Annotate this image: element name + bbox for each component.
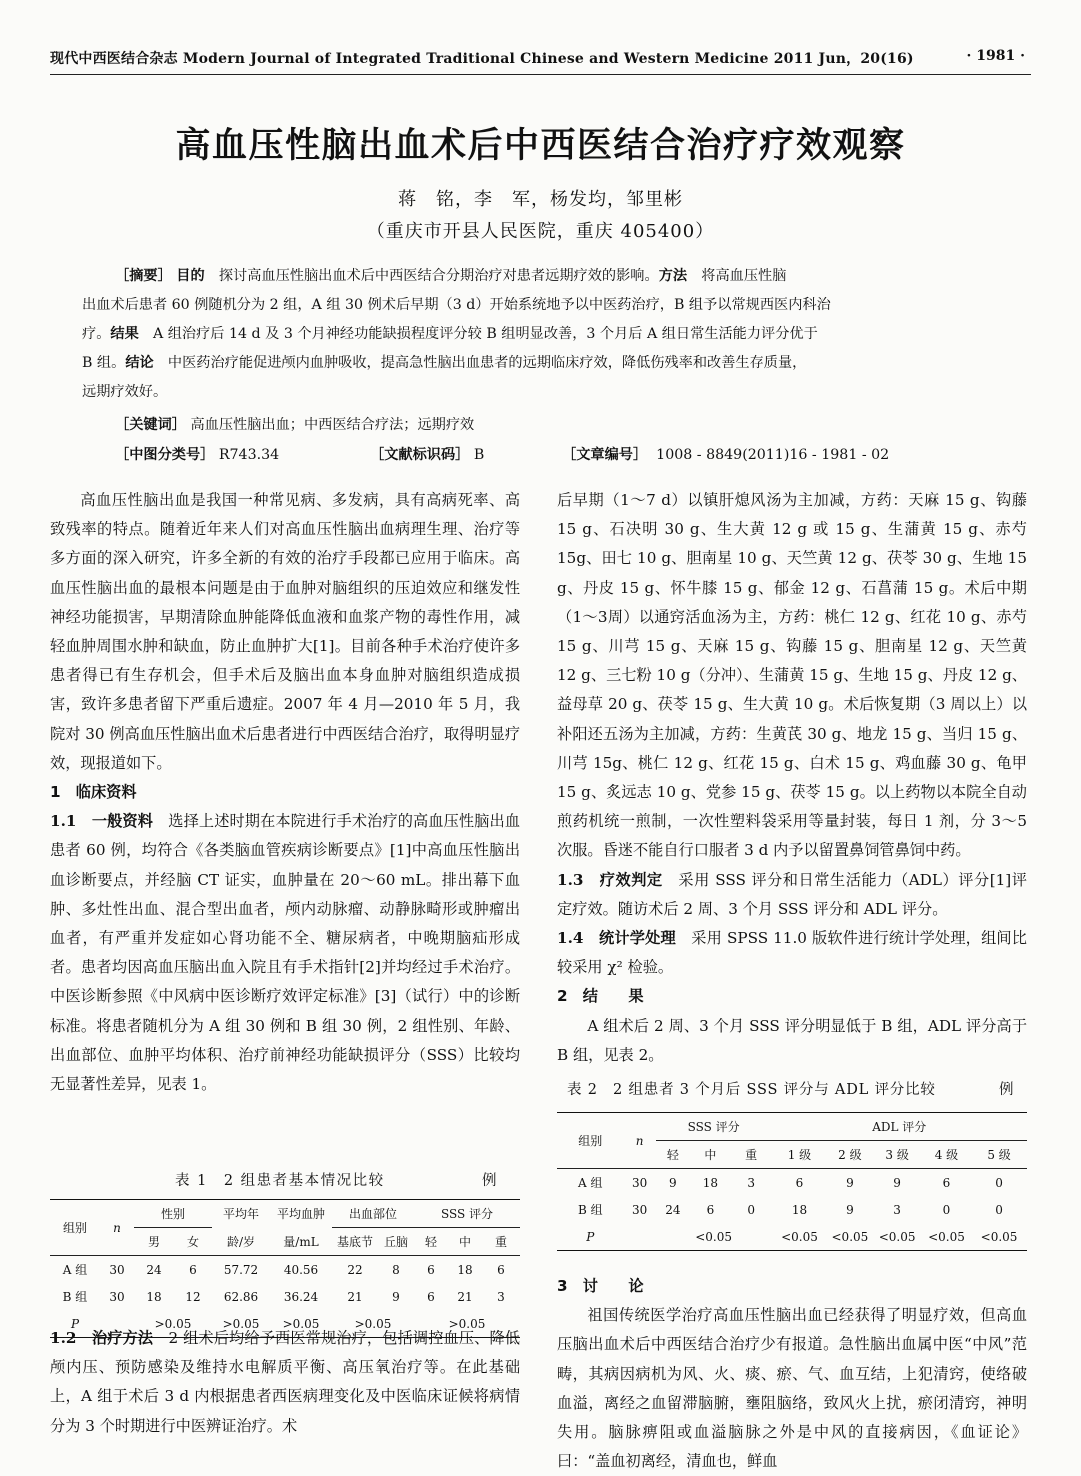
text-line: 致风火上扰，瘀闭清窍，神明失用。脑脉痹阻或血溢脑脉之外 [557,1393,1028,1442]
table-cell: 24 [146,1262,162,1277]
text-line: 院对 30 例高血压性脑出血术后患者进行中西医结合治疗，取 [50,724,460,743]
abstract-text: 探讨高血压性脑出血术后中西医结合分期治疗对患者远期疗效的影响。 [204,268,659,284]
table1-header-cell: 女 [186,1235,199,1249]
text-line: 缺血，防止血肿扩大[1]。目前各种手术治疗使许多患者得已 [50,637,521,685]
text-line: 功能不全、糖尿病者，中晚期脑疝形成者。患者均因高血压脑 [50,929,521,977]
table-cell: 30 [109,1262,125,1277]
clc-value: R743.34 [218,447,280,463]
table-cell: >0.05 [154,1316,192,1331]
table-cell: 18 [457,1262,473,1277]
results-paragraph [557,1012,1027,1070]
keywords-text: 高血压性脑出血；中西医结合疗法；远期疗效 [190,417,475,433]
table-cell: 8 [392,1262,400,1277]
table-cell: 9 [669,1175,677,1190]
clc [115,444,279,464]
text-line: 粉 10 g（分冲）、生蒲黄 15 g、生地 15 g、丹皮 12 g、益母草 20 g、 [557,666,1027,714]
table-cell: 30 [631,1175,648,1190]
table2-header-cell: 5 级 [987,1148,1011,1162]
section-1-2 [50,1324,520,1441]
table-row [557,1169,1027,1197]
table-cell: 3 [497,1289,505,1304]
text-line: 等。在此基础上，A 组于术后 3 d 内根据患者西医病理变化 [50,1358,521,1406]
text-line: 出血属中医“中风”范畴，其病因病机为风、火、痰、瘀、气、血 [557,1335,1028,1383]
table1-header-cell: 轻 [424,1235,437,1249]
text-line: 服。昏迷不能自行口服者 3 d 内予以留置鼻饲管鼻饲中药。 [572,841,971,860]
table1-unit: 例 [482,1173,498,1189]
section-1-4 [557,924,1027,982]
abstract-tag: ［摘要］ [115,268,172,284]
table2-caption-row [557,1076,1027,1104]
keywords-tag: ［关键词］ [115,417,186,433]
article-title: 高血压性脑出血术后中西医结合治疗疗效观察 [175,126,906,166]
table1-caption-row [50,1167,520,1195]
text-line: 互结，上犯清窍，使络破血溢，离经之血留滞脑腑，壅阻脑络， [557,1364,1028,1412]
text-line: 采用 SSS 评分和日常生活能力（ADL）评 [662,870,974,889]
text-line: 及中医临床证候将病情分为 3 个时期进行中医辨证治疗。术 [50,1387,521,1435]
text-line: 肿能降低血液和血浆产物的毒性作用，减轻血肿周围水肿和 [50,607,521,656]
text-line: 理生理、治疗等多方面的深入研究，许多全新的有效的治疗手 [50,520,521,568]
table2-header-cell: 1 级 [787,1148,812,1162]
text-line: g、田七 10 g、胆南星 10 g、天竺黄 12 g、茯苓 30 g、生地 15 g、丹 [557,549,1027,597]
subsection-label: 1.4 统计学处理 [557,929,676,948]
text-line: A 组术后 2 周、3 个月 SSS 评分明显低于 B 组，ADL 评分 [587,1016,997,1035]
table2-header-cell: 重 [745,1148,758,1162]
table-cell: <0.05 [928,1229,965,1244]
table-cell: 18 [702,1175,719,1190]
table1-header-cell: 量/mL [283,1234,319,1249]
table1-header-cell: n [113,1220,121,1235]
table-cell: 36.24 [283,1289,319,1304]
text-line: g、桃仁 12 g、红花 15 g、白术 15 g、鸡血藤 30 g、龟甲 15 g、炙远 [557,753,1027,802]
text-line: 茯苓 15 g、生大黄 10 g。术后恢复期（3 周以上）以补阳还五 [557,695,1028,743]
table-cell: P [70,1316,80,1331]
table-cell: 3 [893,1202,901,1217]
section-heading-1: 1 临床资料 [50,783,137,802]
text-line: 皮 15 g、怀牛膝 15 g、郁金 12 g、石菖蒲 15 g。术后中期（1～3 [557,578,1027,626]
table-cell: >0.05 [282,1316,320,1331]
table2-header-cell: 4 级 [934,1148,959,1162]
table-cell: <0.05 [980,1229,1018,1244]
table-cell: 0 [942,1202,951,1217]
abstract-text: 出血术后患者 60 例随机分为 2 组，A 组 30 例术后早期（3 d）开始系统地予以中医药治疗，B 组予以常规西医内科治 [82,297,831,313]
table1-header-cell: 龄/岁 [226,1234,256,1249]
text-line: 肿对脑组织的压迫效应和继发性神经功能损害，早期清除血 [50,578,521,626]
table-cell: 30 [109,1289,125,1304]
header-rule [50,74,1031,75]
table-cell: 0 [995,1202,1003,1217]
text-line: 段都已应用于临床。高血压性脑出血的最根本问题是由于血 [50,549,521,597]
table-cell: 6 [497,1262,505,1277]
table-row-p [557,1223,1027,1251]
table-cell: 57.72 [223,1262,259,1277]
doc-code [370,444,484,464]
table2 [557,1112,1027,1251]
table-cell: 0 [747,1202,755,1217]
subsection-label: 1.3 疗效判定 [557,870,663,889]
table-cell: 21 [457,1289,473,1304]
text-line: 颅内动脉瘤、动静脉畸形或肿瘤出血者，有严重并发症如心肾 [50,899,521,948]
abstract-text: 中医药治疗能促进颅内血肿吸收，提高急性脑出血患者的远期临床疗效，降低伤残率和改善生存质量， [153,355,807,371]
doc-tag: ［文献标识码］ [370,447,470,463]
table1-caption: 表 1 2 组患者基本情况比较 [175,1173,385,1189]
text-line: 出血入院且有手术指针[2]并均经过手术治疗。中医诊断参 [50,958,521,1006]
table-cell: 30 [631,1202,648,1217]
treatment-paragraph [557,486,1027,866]
text-line: 照《中风病中医诊断疗效评定标准》[3]（试行）中的诊断标准。 [50,987,521,1035]
table2-caption: 表 2 2 组患者 3 个月后 SSS 评分与 ADL 评分比较 [567,1082,936,1098]
table-cell: >0.05 [448,1316,486,1331]
abstract-label-result: 结果 [110,326,139,342]
table-cell: 9 [846,1202,854,1217]
text-line: 分[1]评定疗效。随访术后 2 周、3 个月 SSS 评分和 ADL 评分。 [557,870,1027,918]
text-line: 压、降低颅内压、预防感染及维持水电解质平衡、高压氧治疗 [50,1329,520,1377]
table-cell: >0.05 [354,1316,392,1331]
text-line: 效，但高血压脑出血术后中西医结合治疗少有报道。急性脑 [557,1306,1028,1354]
affiliation: （重庆市开县人民医院，重庆 405400） [366,221,715,242]
text-line: 高血压性脑出血是我国一种常见病、多发病，具有高病死 [80,491,474,509]
left-column-upper [50,486,520,1099]
text-line: 是中风的直接病因，《血证论》曰：“盖血初离经，清血也，鲜血 [557,1423,1028,1471]
table2-header-cell: 3 级 [885,1148,909,1162]
text-line: 将患者随机分为 A 组 30 例和 B 组 30 例，2 组性别、年龄、出 [50,1016,520,1064]
table-cell: 3 [747,1175,755,1190]
table1 [50,1199,520,1338]
text-line: 率、高致残率的特点。随着近年来人们对高血压性脑出血病 [50,491,521,539]
abstract-label-conclusion: 结论 [125,355,154,371]
table-cell: 62.86 [223,1289,259,1304]
table-cell: 6 [427,1289,435,1304]
table-row [557,1196,1027,1223]
table-cell: 22 [347,1262,363,1277]
abstract-line [82,349,1002,378]
text-line: 得明显疗效，现报道如下。 [50,724,521,772]
journal-header: 现代中西医结合杂志 Modern Journal of Integrated Traditional Chinese and Western Medicine 2011 Jun，20(16) [50,51,914,67]
running-header [50,42,1031,72]
page-number: · 1981 · [966,48,1025,64]
text-line: 均无显著性差异，见表 1。 [50,1045,521,1094]
abstract-line [82,378,1002,407]
table2-header-cell: n [635,1133,644,1148]
text-line: 有生存机会，但手术后及脑出血本身血肿对脑组织造成损害， [50,666,521,714]
text-line: 在 20～60 mL。排出幕下血肿、多灶性出血、混合型出血者， [50,870,521,918]
text-line: 选择上述时期在本院进行手术治疗的高血 [153,812,444,831]
abstract-label-method: 方法 [658,268,688,284]
table1-header-cell: 平均血肿 [276,1207,325,1222]
table-cell: P [586,1229,595,1244]
text-line: 致许多患者留下严重后遗症。2007 年 4 月—2010 年 5 月，我 [81,695,521,714]
text-line: 后早期（1～7 d）以镇肝熄风汤为主加减，方药：天麻 15 g、钩 [557,491,1012,509]
section-1-3 [557,866,1027,924]
table-cell: 24 [665,1202,681,1217]
keywords [115,414,474,434]
intro-paragraph [50,486,520,778]
abstract-label-objective: 目的 [176,268,205,284]
text-line: 高于 B 组，见表 2。 [557,1016,1028,1064]
text-line: 志 10 g、党参 15 g、茯苓 15 g。以上药物以本院全自动煎药机 [557,783,1027,831]
table1-header-cell: 性别 [134,1200,212,1228]
table-cell: <0.05 [878,1229,916,1244]
art-tag: ［文章编号］ [562,447,648,463]
table-cell: 0 [995,1175,1003,1190]
table-cell: 6 [942,1175,951,1190]
table-cell: 12 [185,1289,201,1304]
abstract-line [82,291,1002,320]
table-cell: 6 [427,1262,435,1277]
abstract-line [82,320,1002,349]
table1-header-cell: 基底节 [336,1235,373,1249]
table-cell: 6 [706,1202,715,1217]
table-cell: >0.05 [222,1316,260,1331]
table1-header-cell: 出血部位 [332,1200,414,1228]
section-heading-3: 3 讨 论 [557,1277,644,1295]
discussion-paragraph [557,1301,1027,1476]
table2-header-cell: 2 级 [838,1148,862,1162]
table-cell: 9 [846,1175,854,1190]
text-line: 组间比较采用 χ² 检验。 [557,929,1027,977]
left-column-lower [50,1324,520,1441]
table1-header-cell: 重 [494,1235,507,1249]
right-column-upper [557,486,1027,1070]
table1-header-cell: 组别 [62,1221,87,1235]
text-line: 2 组术后均给予西医常规治疗，包括调控血 [153,1329,459,1347]
art-value: 1008 - 8849(2011)16 - 1981 - 02 [656,447,890,463]
abstract-text: A 组治疗后 14 d 及 3 个月神经功能缺损程度评分较 B 组明显改善，3 个月后 A 组日常生活能力评分优于 [138,326,818,342]
right-column-lower [557,1272,1027,1476]
table-cell: <0.05 [695,1229,733,1244]
abstract-text: 疗。 [82,326,111,342]
table-cell: B 组 [577,1203,603,1217]
table1-header-cell: SSS 评分 [414,1200,520,1228]
table2-header-cell: 组别 [578,1134,603,1148]
text-line: 川芎 15 g、天麻 15 g、钩藤 15 g、胆南星 12 g、天竺黄 12 g、三七 [557,637,1027,685]
article-number [562,444,889,464]
table2-header-cell: ADL 评分 [772,1113,1027,1141]
abstract-line [82,262,1002,291]
table-cell: A 组 [62,1263,88,1277]
abstract-text: B 组。 [82,355,126,371]
table-cell: 18 [146,1289,162,1304]
section-1-1 [50,807,520,1099]
table-cell: 6 [189,1262,197,1277]
table1-header-cell: 男 [147,1235,160,1249]
text-line: 统一煎制，一次性塑料袋采用等量封装，每日 1 剂，分 3～5 次 [557,812,1027,860]
abstract-text: 将高血压性脑 [687,268,787,284]
table-row [50,1283,520,1310]
text-line: 采用 SPSS 11.0 版软件进行统计学处理， [675,929,982,948]
table1-header-row [50,1200,520,1228]
table-cell: <0.05 [781,1229,818,1244]
table-cell: 9 [392,1289,400,1304]
table-cell: A 组 [578,1176,603,1190]
text-line: 点》[1]中高血压性脑出血诊断要点，并经脑 CT 证实，血肿量 [50,841,521,889]
table2-header-cell: SSS 评分 [656,1113,772,1141]
table-cell: 18 [791,1202,808,1217]
table2-header-row [557,1113,1027,1141]
table-row [50,1256,520,1284]
subsection-label: 1.1 一般资料 [50,812,154,831]
text-line: 汤为主加减，方药：生黄芪 30 g、地龙 15 g、当归 15 g、川芎 15 [557,724,1028,772]
table1-header-cell: 丘脑 [383,1235,408,1249]
text-line: 祖国传统医学治疗高血压性脑出血已经获得了明显疗 [587,1306,949,1325]
table-cell: 9 [893,1175,901,1190]
table-cell: <0.05 [831,1229,869,1244]
table2-unit: 例 [999,1082,1015,1098]
table1-header-cell: 中 [458,1235,471,1249]
table-cell: B 组 [62,1290,88,1304]
table1-block [50,1167,520,1338]
table2-header-cell: 中 [704,1148,717,1162]
subsection-label: 1.2 治疗方法 [50,1329,154,1347]
doc-value: B [473,447,485,463]
text-line: 血部位、血肿平均体积、治疗前神经功能缺损评分（SSS）比较 [65,1045,505,1064]
table-cell: 6 [795,1175,804,1190]
abstract-text: 远期疗效好。 [82,384,168,400]
abstract [82,262,1002,407]
table-cell: 21 [347,1289,363,1304]
table1-header-cell: 平均年 [222,1207,259,1222]
clc-tag: ［中图分类号］ [115,447,215,463]
author-list: 蒋 铭，李 军，杨发均，邹里彬 [398,189,683,210]
section-heading-2: 2 结 果 [557,987,644,1006]
text-line: 藤 15 g、石决明 30 g、生大黄 12 g 或 15 g、生蒲黄 15 g、赤芍 15 [557,491,1027,568]
table-cell: 40.56 [283,1262,319,1277]
text-line: 压性脑出血患者 60 例，均符合《各类脑血管疾病诊断要 [50,812,521,860]
table2-header-cell: 轻 [666,1148,679,1162]
text-line: 周）以通窍活血汤为主，方药：桃仁 12 g、红花 10 g、赤芍 15 g、 [557,607,1028,656]
table2-block [557,1076,1027,1251]
